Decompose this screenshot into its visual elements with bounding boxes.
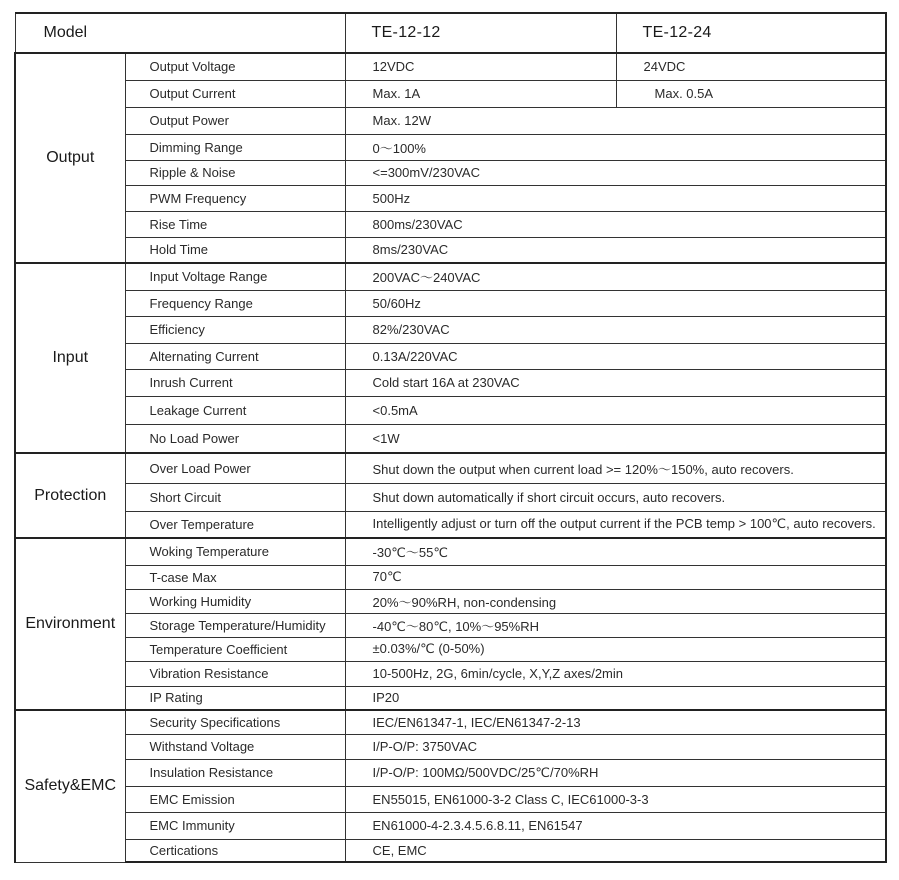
- table-row: [15, 237, 886, 263]
- value-shared: Shut down the output when current load >= 120%～150%, auto recovers.: [345, 453, 886, 483]
- table-row: [15, 538, 886, 565]
- group-label-environment: Environment: [15, 538, 125, 710]
- table-row: [15, 613, 886, 637]
- param-dimming-range: Dimming Range: [125, 134, 345, 160]
- group-label-input: Input: [15, 263, 125, 453]
- param-working-humidity: Working Humidity: [125, 589, 345, 613]
- value-shared: Cold start 16A at 230VAC: [345, 369, 886, 396]
- value-shared: <0.5mA: [345, 396, 886, 424]
- table-row: [15, 343, 886, 369]
- value-shared: EN61000-4-2.3.4.5.6.8.11, EN61547: [345, 812, 886, 839]
- table-row: [15, 53, 886, 80]
- param-ip-rating: IP Rating: [125, 686, 345, 710]
- table-row: [15, 369, 886, 396]
- spec-table: [14, 12, 887, 863]
- value-te-12-24: Max. 0.5A: [616, 80, 886, 107]
- param-input-voltage-range: Input Voltage Range: [125, 263, 345, 290]
- value-shared: CE, EMC: [345, 839, 886, 862]
- table-row: [15, 734, 886, 759]
- group-label-protection: Protection: [15, 453, 125, 538]
- table-row: [15, 637, 886, 661]
- header-row: [15, 13, 886, 53]
- param-storage-temperature-humidity: Storage Temperature/Humidity: [125, 613, 345, 637]
- param-rise-time: Rise Time: [125, 211, 345, 237]
- param-hold-time: Hold Time: [125, 237, 345, 263]
- value-shared: EN55015, EN61000-3-2 Class C, IEC61000-3-3: [345, 786, 886, 812]
- value-shared: Shut down automatically if short circuit occurs, auto recovers.: [345, 483, 886, 511]
- param-inrush-current: Inrush Current: [125, 369, 345, 396]
- model-te-12-12-header: TE-12-12: [345, 13, 616, 53]
- param-efficiency: Efficiency: [125, 316, 345, 343]
- table-row: [15, 396, 886, 424]
- value-shared: 8ms/230VAC: [345, 237, 886, 263]
- value-shared: 20%～90%RH, non-condensing: [345, 589, 886, 613]
- table-row: [15, 211, 886, 237]
- value-shared: 0～100%: [345, 134, 886, 160]
- value-shared: I/P-O/P: 100MΩ/500VDC/25℃/70%RH: [345, 759, 886, 786]
- param-output-voltage: Output Voltage: [125, 53, 345, 80]
- value-shared: 70℃: [345, 565, 886, 589]
- param-leakage-current: Leakage Current: [125, 396, 345, 424]
- value-shared: 500Hz: [345, 185, 886, 211]
- table-row: [15, 661, 886, 686]
- param-short-circuit: Short Circuit: [125, 483, 345, 511]
- param-security-specifications: Security Specifications: [125, 710, 345, 734]
- table-row: [15, 160, 886, 185]
- param-ripple-noise: Ripple & Noise: [125, 160, 345, 185]
- param-alternating-current: Alternating Current: [125, 343, 345, 369]
- param-insulation-resistance: Insulation Resistance: [125, 759, 345, 786]
- value-shared: Intelligently adjust or turn off the output current if the PCB temp > 100℃, auto recovers.: [345, 511, 886, 538]
- param-vibration-resistance: Vibration Resistance: [125, 661, 345, 686]
- table-row: [15, 565, 886, 589]
- table-row: [15, 290, 886, 316]
- param-emc-immunity: EMC Immunity: [125, 812, 345, 839]
- model-te-12-24-header: TE-12-24: [616, 13, 886, 53]
- value-shared: IEC/EN61347-1, IEC/EN61347-2-13: [345, 710, 886, 734]
- value-te-12-12: Max. 1A: [345, 80, 616, 107]
- table-row: [15, 686, 886, 710]
- table-row: [15, 812, 886, 839]
- value-shared: 50/60Hz: [345, 290, 886, 316]
- value-shared: 0.13A/220VAC: [345, 343, 886, 369]
- table-row: [15, 316, 886, 343]
- param-output-power: Output Power: [125, 107, 345, 134]
- value-shared: 200VAC～240VAC: [345, 263, 886, 290]
- table-row: [15, 107, 886, 134]
- value-shared: Max. 12W: [345, 107, 886, 134]
- group-label-safety-emc: Safety&EMC: [15, 710, 125, 862]
- table-row: [15, 511, 886, 538]
- table-row: [15, 424, 886, 453]
- value-shared: I/P-O/P: 3750VAC: [345, 734, 886, 759]
- param-temperature-coefficient: Temperature Coefficient: [125, 637, 345, 661]
- table-row: [15, 589, 886, 613]
- table-row: [15, 759, 886, 786]
- table-row: [15, 80, 886, 107]
- param-certications: Certications: [125, 839, 345, 862]
- value-shared: 82%/230VAC: [345, 316, 886, 343]
- value-shared: 10-500Hz, 2G, 6min/cycle, X,Y,Z axes/2min: [345, 661, 886, 686]
- table-row: [15, 134, 886, 160]
- param-withstand-voltage: Withstand Voltage: [125, 734, 345, 759]
- param-no-load-power: No Load Power: [125, 424, 345, 453]
- param-pwm-frequency: PWM Frequency: [125, 185, 345, 211]
- value-shared: IP20: [345, 686, 886, 710]
- table-row: [15, 483, 886, 511]
- param-over-load-power: Over Load Power: [125, 453, 345, 483]
- group-label-output: Output: [15, 53, 125, 263]
- param-over-temperature: Over Temperature: [125, 511, 345, 538]
- table-row: [15, 453, 886, 483]
- table-row: [15, 263, 886, 290]
- value-shared: 800ms/230VAC: [345, 211, 886, 237]
- param-t-case-max: T-case Max: [125, 565, 345, 589]
- model-label: Model: [15, 13, 345, 53]
- table-row: [15, 839, 886, 862]
- param-output-current: Output Current: [125, 80, 345, 107]
- value-te-12-24: 24VDC: [616, 53, 886, 80]
- table-row: [15, 185, 886, 211]
- value-shared: -30℃～55℃: [345, 538, 886, 565]
- table-row: [15, 786, 886, 812]
- spec-table-body: [15, 13, 886, 862]
- value-shared: <=300mV/230VAC: [345, 160, 886, 185]
- param-woking-temperature: Woking Temperature: [125, 538, 345, 565]
- value-te-12-12: 12VDC: [345, 53, 616, 80]
- param-frequency-range: Frequency Range: [125, 290, 345, 316]
- param-emc-emission: EMC Emission: [125, 786, 345, 812]
- value-shared: -40℃～80℃, 10%～95%RH: [345, 613, 886, 637]
- table-row: [15, 710, 886, 734]
- value-shared: <1W: [345, 424, 886, 453]
- value-shared: ±0.03%/℃ (0-50%): [345, 637, 886, 661]
